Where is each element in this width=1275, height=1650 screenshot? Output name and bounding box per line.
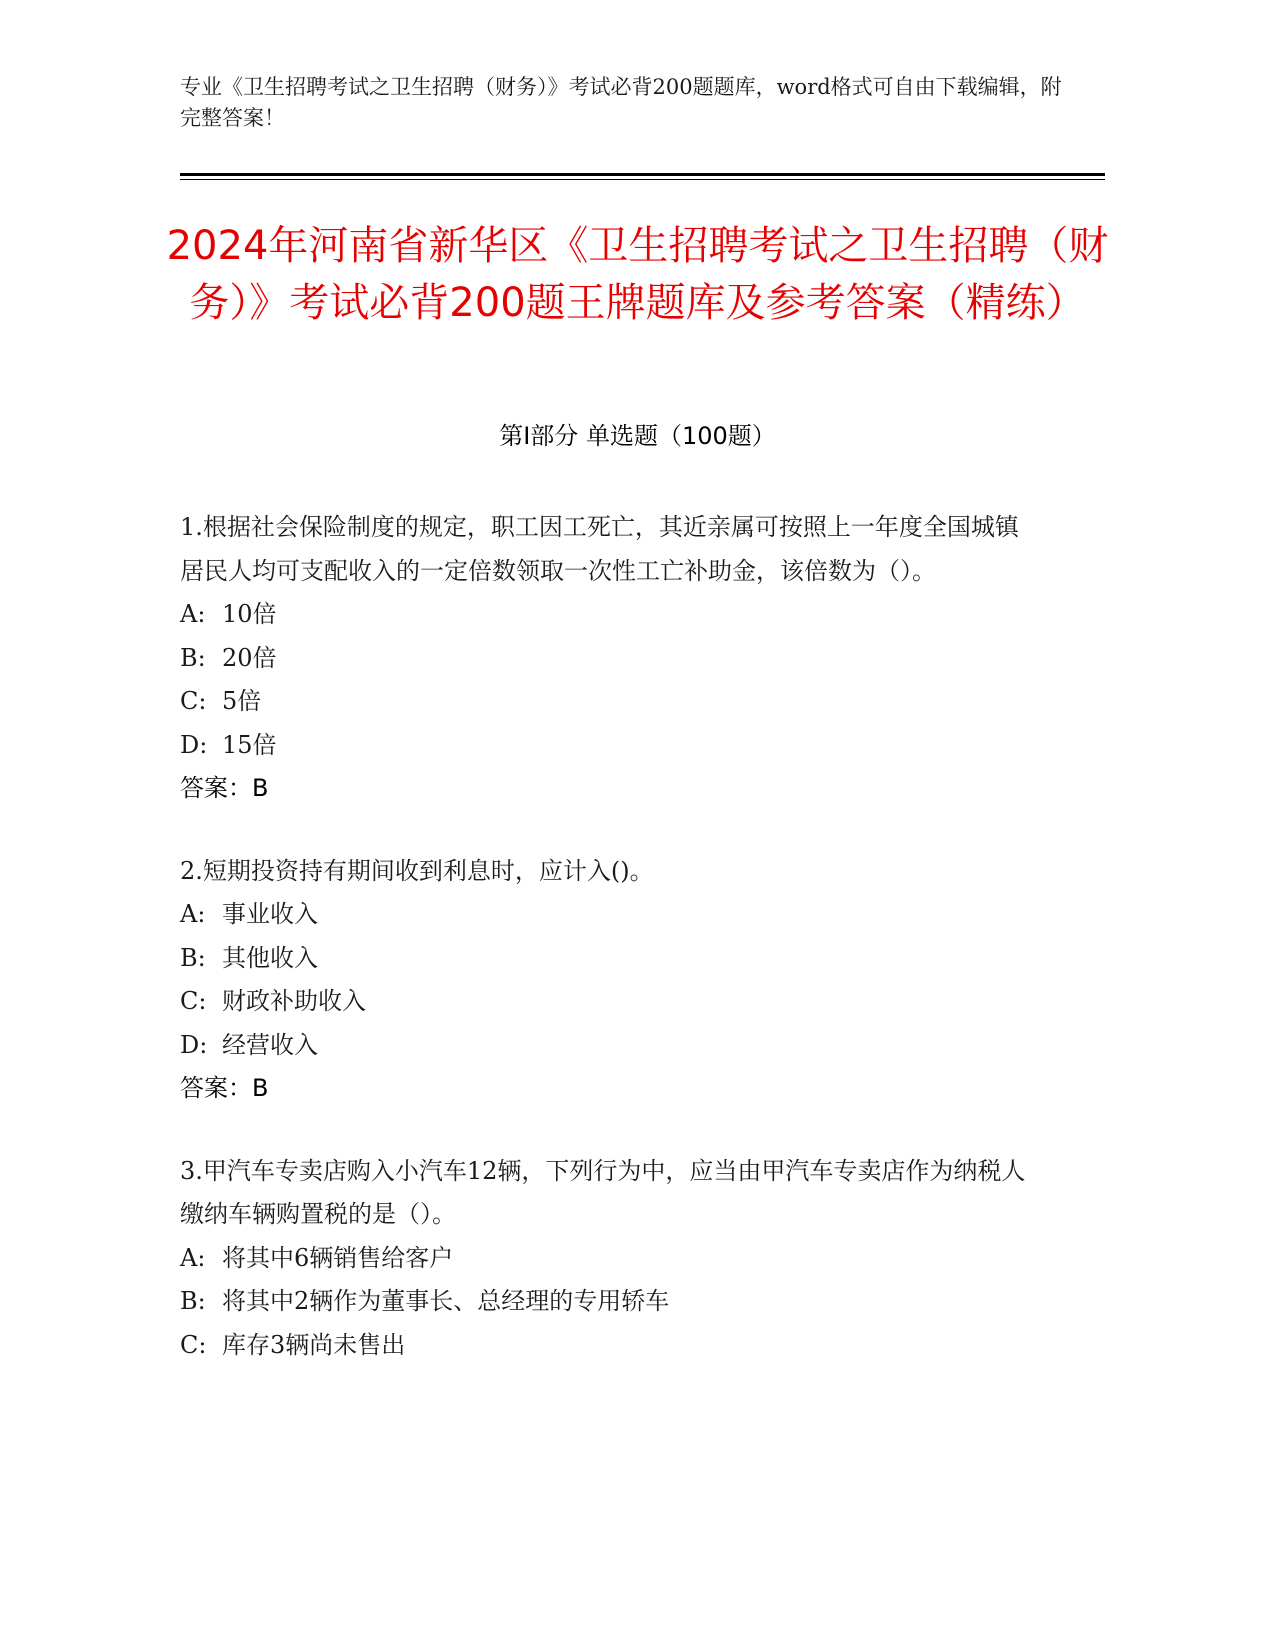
option-text: 5倍 bbox=[222, 687, 262, 715]
option-letter: D: bbox=[180, 1030, 208, 1059]
header-rule-thick bbox=[180, 173, 1105, 176]
option-b bbox=[180, 637, 1040, 681]
option-text: 将其中6辆销售给客户 bbox=[222, 1243, 454, 1272]
option-letter: B: bbox=[180, 943, 206, 972]
option-letter: C: bbox=[180, 987, 207, 1015]
option-letter: B: bbox=[180, 1287, 206, 1315]
option-c bbox=[180, 1324, 1040, 1368]
option-text: 15倍 bbox=[222, 730, 277, 759]
option-a bbox=[180, 593, 1040, 637]
option-b bbox=[180, 1280, 1040, 1324]
option-letter: C: bbox=[180, 1330, 207, 1359]
option-letter: A: bbox=[180, 900, 206, 928]
option-text: 10倍 bbox=[222, 600, 277, 628]
option-text: 事业收入 bbox=[222, 900, 318, 928]
question-2 bbox=[180, 850, 1040, 1111]
option-c bbox=[180, 980, 1040, 1024]
option-letter: B: bbox=[180, 643, 206, 672]
option-letter: A: bbox=[180, 600, 206, 628]
answer-line: 答案：B bbox=[180, 1074, 269, 1102]
option-c bbox=[180, 680, 1040, 724]
question-list bbox=[180, 506, 1040, 1406]
option-text: 20倍 bbox=[222, 643, 277, 672]
question-stem: 3.甲汽车专卖店购入小汽车12辆，下列行为中，应当由甲汽车专卖店作为纳税人缴纳车辆购置税的是（）。 bbox=[180, 1156, 1026, 1228]
option-text: 将其中2辆作为董事长、总经理的专用轿车 bbox=[222, 1287, 670, 1315]
option-a bbox=[180, 1237, 1040, 1281]
section-heading: 第I部分 单选题（100题） bbox=[499, 422, 776, 450]
option-letter: D: bbox=[180, 730, 208, 759]
document-title: 2024年河南省新华区《卫生招聘考试之卫生招聘（财务）》考试必背200题王牌题库及参考答案（精练） bbox=[166, 223, 1109, 326]
option-text: 财政补助收入 bbox=[222, 987, 366, 1015]
option-letter: C: bbox=[180, 687, 207, 715]
option-text: 经营收入 bbox=[222, 1030, 318, 1059]
question-3 bbox=[180, 1150, 1040, 1368]
header-rule-thin bbox=[180, 179, 1105, 180]
answer-line: 答案：B bbox=[180, 774, 269, 802]
question-1 bbox=[180, 506, 1040, 811]
option-d bbox=[180, 1024, 1040, 1068]
option-b bbox=[180, 937, 1040, 981]
option-a bbox=[180, 893, 1040, 937]
question-stem: 2.短期投资持有期间收到利息时，应计入()。 bbox=[180, 856, 654, 885]
option-text: 库存3辆尚未售出 bbox=[222, 1330, 406, 1359]
option-d bbox=[180, 724, 1040, 768]
header-note: 专业《卫生招聘考试之卫生招聘（财务）》考试必背200题题库，word格式可自由下载编辑，附完整答案！ bbox=[180, 75, 1062, 130]
question-stem: 1.根据社会保险制度的规定，职工因工死亡，其近亲属可按照上一年度全国城镇居民人均可支配收入的一定倍数领取一次性工亡补助金，该倍数为（）。 bbox=[180, 513, 1019, 585]
option-text: 其他收入 bbox=[222, 943, 318, 972]
option-letter: A: bbox=[180, 1243, 206, 1272]
